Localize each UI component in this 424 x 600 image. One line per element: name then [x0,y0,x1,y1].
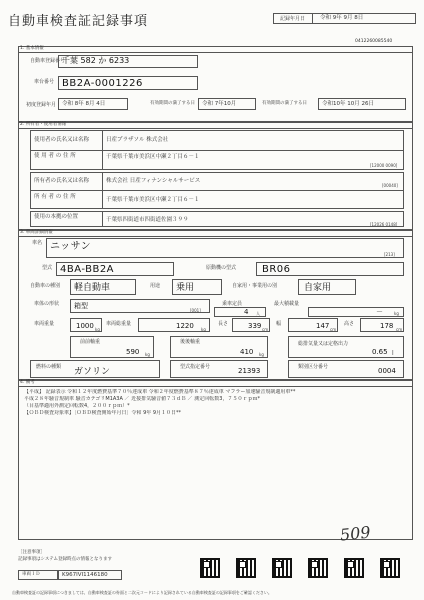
weight: 1000 [76,322,94,330]
capacity-label: 乗車定員 [222,301,243,307]
capacity-unit: 人 [256,311,260,316]
width: 147 [316,322,330,330]
bottom-note: 自動車検査証の記録事項につきましては、自動車検査証の券面と二次元コードにより記録されている自動車検査証の記録事項をご確認ください。 [12,590,272,595]
owner-addr-label: 所 有 者 の 住 所 [34,194,76,200]
model-label: 型式 [42,265,53,271]
length-label: 長さ [218,321,229,327]
max-load-unit: kg [394,311,399,316]
rear-axle: 410 [240,348,254,356]
section1-heading: 1. 基本情報 [20,46,44,51]
type-no: 21393 [238,367,261,375]
maker-label: 車名 [32,240,43,246]
user-code: [12000 0090] [370,163,398,168]
engine-label: 原動機の型式 [206,265,237,271]
displacement-unit: l [392,350,394,357]
max-load: － [376,308,383,316]
type-no-label: 型式指定番号 [180,364,211,370]
length: 339 [248,322,262,330]
document-title: 自動車検査証記録事項 [8,14,149,29]
engine: BR06 [262,264,291,275]
body: 箱型 [74,302,88,310]
qr-code-3 [272,558,292,578]
owner-addr: 千葉県千葉市美浜区中瀬２丁目６－１ [106,197,200,203]
front-axle-box [70,336,154,358]
issue-date-label: 記録年月日 [280,16,306,22]
weight-unit: kg [95,327,100,332]
vehicle-id-label: 車両ＩＤ [22,572,40,577]
section4-heading: 4. 備考 [20,380,35,385]
user-name: 日産プラザソル 株式会社 [106,137,169,143]
qr-code-2 [236,558,256,578]
rear-label: 後後軸重 [180,339,201,345]
purpose: 自家用 [304,283,332,293]
current-label: 有効期間の満了する日 [150,101,195,106]
class-no-label: 類別区分番号 [298,364,329,370]
height-label: 高さ [344,321,355,327]
gross-unit: kg [201,327,206,332]
maker: ニッサン [50,241,92,252]
notice-heading: ［注意事項］ [18,550,45,555]
rear-axle-unit: kg [259,352,264,357]
height: 178 [380,322,394,330]
body-box [70,299,210,313]
owner-code: [00040] [382,183,398,188]
base-code: [12026 0148] [370,222,398,227]
maker-box [46,238,404,258]
kind-label: 自動車の種別 [30,283,61,289]
body-code: [001] [190,308,201,313]
first-reg-label: 初度登録年月 [26,102,57,108]
fuel-label: 燃料の種類 [36,364,62,370]
user-name-label: 使用者の氏名又は名称 [34,137,90,143]
qr-code-4 [308,558,328,578]
disp-label: 総排気量又は定格出力 [298,341,349,347]
current-date: 令和 7年10月 [202,101,237,107]
reg-no-label: 自動車登録番号 [30,58,66,64]
user-addr-label: 使 用 者 の 住 所 [34,153,76,159]
remarks-line-3: （目基準適用外測定回転数4，２００ｒｐｍ）* [24,403,130,409]
vehicle-id: K967IVI1146180 [62,572,108,578]
qr-code-6 [380,558,400,578]
use: 乗用 [176,283,195,293]
chassis-no: BB2A-0001226 [62,78,143,89]
section2-heading: 2. 所有者・使用者情報 [20,122,67,127]
front-label: 前前軸重 [80,339,101,345]
expiry-date: 令和10年 10月 26日 [322,101,374,107]
first-reg: 令和 8年 8月 4日 [62,101,106,107]
front-axle-unit: kg [145,352,150,357]
gross-box [138,318,210,332]
max-load-box [308,307,404,317]
weight-label: 車両重量 [34,321,55,327]
handwritten-note: 509 [339,522,372,545]
gross-label: 車両総重量 [106,321,132,327]
notice-text: 記録事項はシステム登録時点の情報となります [18,557,113,562]
length-unit: cm [262,327,269,332]
capacity: 4 [244,308,249,316]
owner-name: 株式会社 日産フィナンシャルサービス [106,178,201,184]
qr-code-5 [344,558,364,578]
issue-date: 令和 9年 9月 8日 [320,15,364,21]
base-addr: 千葉県四街道市四街道佐園３９９ [106,217,189,223]
remarks-line-2: 平成２８年騒音規制車 騒音カテゴリM1A3A ／ 近接排気騒音値７３ｄＢ ／ 測定回転数3，７５０ｒｐｍ* [24,396,260,402]
model: 4BA-BB2A [60,264,115,275]
height-unit: cm [396,327,403,332]
kind: 軽自動車 [74,283,111,293]
front-axle: 590 [126,348,140,356]
displacement: 0.65 [372,348,388,356]
width-label: 幅 [276,321,282,327]
use-label: 用途 [150,283,161,289]
base-label: 使用の本拠の位置 [34,214,79,220]
body-label: 車体の形状 [34,301,60,307]
fuel: ガソリン [74,367,111,377]
expiry-label: 有効期間の満了する日 [262,101,307,106]
reg-no: 千葉 582 か 6233 [62,56,130,65]
gross: 1220 [176,322,194,330]
base-block [30,211,404,227]
chassis-label: 車台番号 [34,79,55,85]
remarks-line-1: 【平成】 記録表示 令和１２年度燃費基準７０％達成車 令和２年度燃費基準８７％達成車 マフラー加速騒音規制適用車** [24,389,296,395]
class-no: 0004 [378,367,396,375]
purpose-label: 自家用・事業用の別 [232,283,278,289]
maker-code: [213] [384,252,395,257]
max-load-label: 最大積載量 [274,301,300,307]
doc-number: 0412260085540 [355,39,393,44]
qr-code-1 [200,558,220,578]
section3-heading: 3. 車両詳細情報 [20,230,53,235]
owner-name-label: 所有者の氏名又は名称 [34,178,90,184]
width-unit: cm [330,327,337,332]
remarks-line-4: 【ＯＢＤ検査対象車】［ＯＢＤ検査開始年月日］令和 9年 9月１０日** [24,410,182,416]
user-addr: 千葉県千葉市美浜区中瀬２丁目６－１ [106,154,200,160]
